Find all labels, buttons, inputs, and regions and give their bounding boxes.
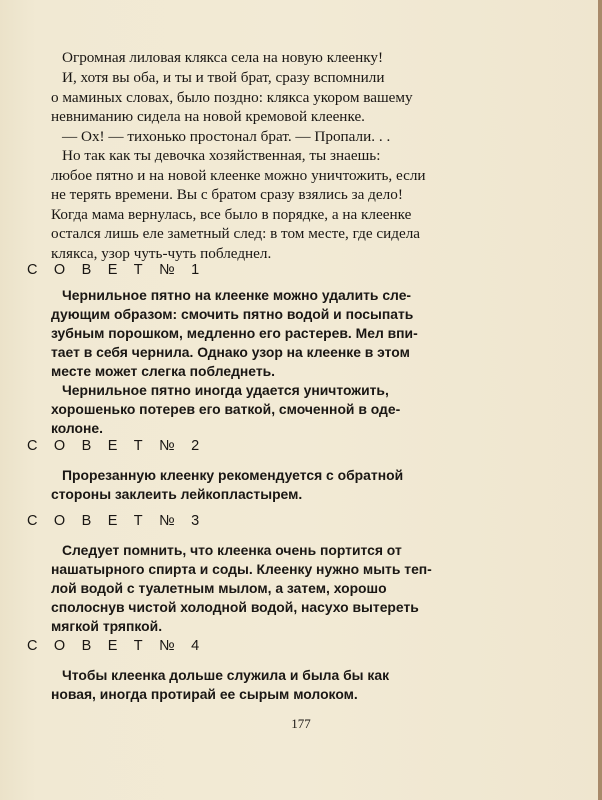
tip-line: Чернильное пятно иногда удается уничтожить, bbox=[62, 382, 389, 398]
tip-heading: С О В Е Т № 4 bbox=[27, 638, 206, 654]
story-line: невниманию сидела на новой кремовой клеенке. bbox=[51, 108, 365, 125]
tip-line: дующим образом: смочить пятно водой и посыпать bbox=[51, 306, 414, 322]
tip-line: стороны заклеить лейкопластырем. bbox=[51, 486, 303, 502]
tip-line: новая, иногда протирай ее сырым молоком. bbox=[51, 686, 358, 702]
story-line: И, хотя вы оба, и ты и твой брат, сразу вспомнили bbox=[62, 69, 385, 86]
tip-line: колоне. bbox=[51, 420, 104, 436]
tip-line: месте может слегка побледнеть. bbox=[51, 363, 276, 379]
tip-heading: С О В Е Т № 3 bbox=[27, 513, 206, 529]
story-line: Когда мама вернулась, все было в порядке, а на клеенке bbox=[51, 206, 412, 223]
tip-line: Чернильное пятно на клеенке можно удалить сле- bbox=[62, 287, 412, 303]
tip-line: лой водой с туалетным мылом, а затем, хорошо bbox=[51, 580, 387, 596]
story-line: не терять времени. Вы с братом сразу взялись за дело! bbox=[51, 186, 403, 203]
tip-line: Прорезанную клеенку рекомендуется с обратной bbox=[62, 467, 404, 483]
story-line: Но так как ты девочка хозяйственная, ты знаешь: bbox=[62, 147, 381, 164]
story-line: Огромная лиловая клякса села на новую клеенку! bbox=[62, 49, 384, 66]
tip-line: мягкой тряпкой. bbox=[51, 618, 163, 634]
tip-line: Следует помнить, что клеенка очень портится от bbox=[62, 542, 402, 558]
page-number: 177 bbox=[291, 716, 311, 731]
tip-line: зубным порошком, медленно его растерев. Мел впи- bbox=[51, 325, 418, 341]
tip-line: хорошенько потерев его ваткой, смоченной в оде- bbox=[51, 401, 401, 417]
story-line: любое пятно и на новой клеенке можно уничтожить, если bbox=[51, 167, 426, 184]
tip-line: нашатырного спирта и соды. Клеенку нужно мыть теп- bbox=[51, 561, 432, 577]
story-line: остался лишь еле заметный след: в том месте, где сидела bbox=[51, 225, 421, 242]
story-line: о маминых словах, было поздно: клякса укором вашему bbox=[51, 89, 413, 106]
tip-line: Чтобы клеенка дольше служила и была бы как bbox=[62, 667, 390, 683]
tip-heading: С О В Е Т № 2 bbox=[27, 438, 206, 454]
page-edge bbox=[598, 0, 602, 800]
story-line: клякса, узор чуть-чуть побледнел. bbox=[51, 245, 272, 262]
tip-heading: С О В Е Т № 1 bbox=[27, 262, 206, 278]
story-line: — Ох! — тихонько простонал брат. — Пропали. . . bbox=[62, 128, 391, 145]
tip-line: сполоснув чистой холодной водой, насухо вытереть bbox=[51, 599, 419, 615]
tip-line: тает в себя чернила. Однако узор на клеенке в этом bbox=[51, 344, 410, 360]
